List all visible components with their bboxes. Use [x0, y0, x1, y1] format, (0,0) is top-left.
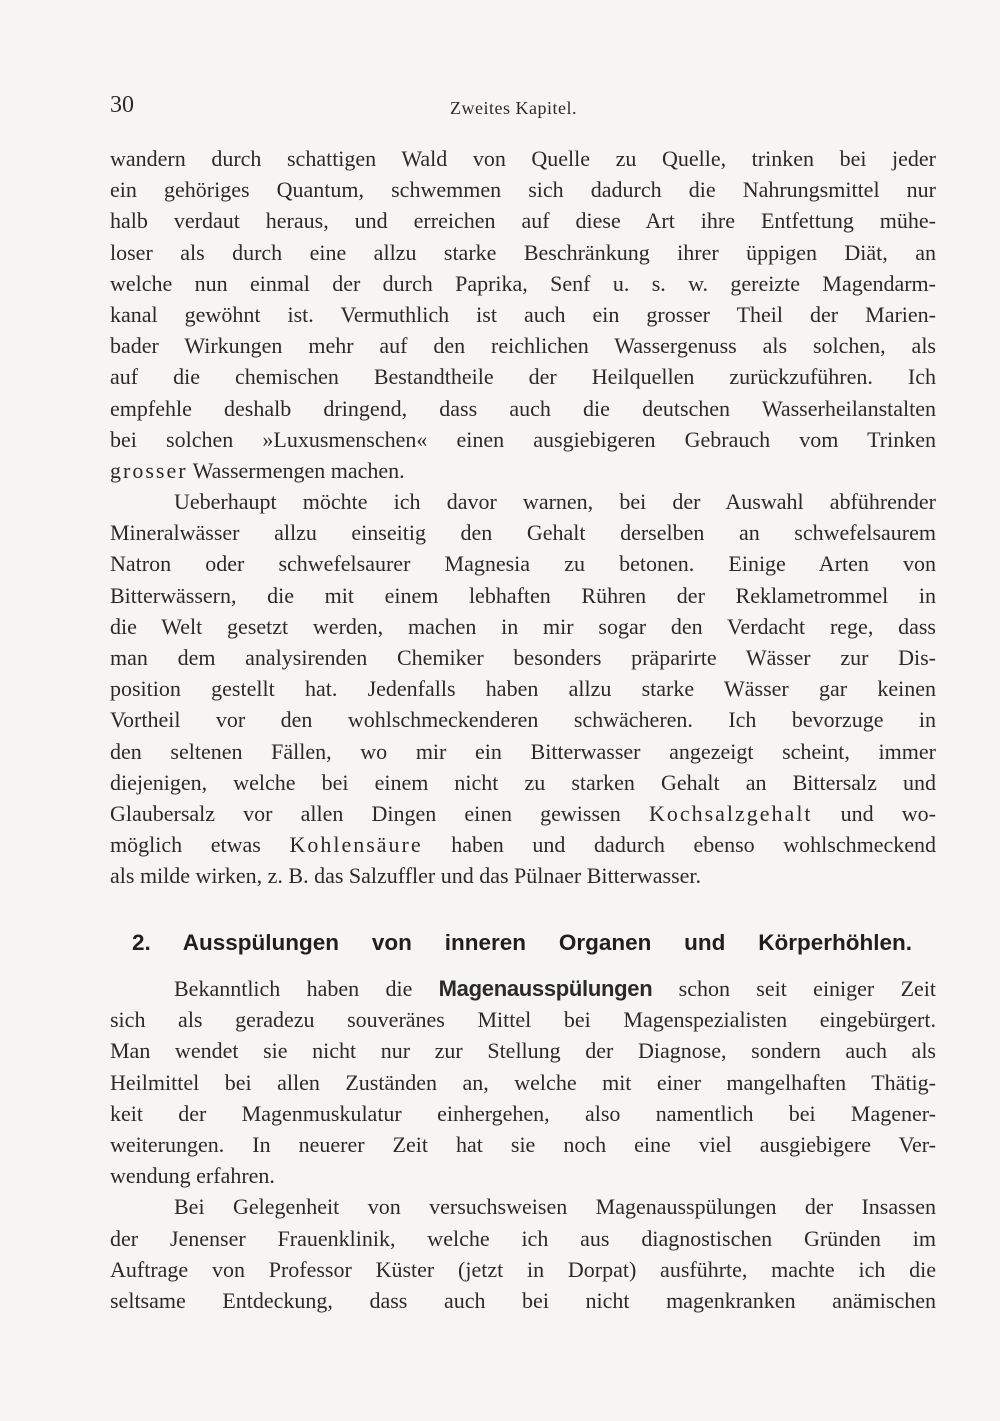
body-text-top	[110, 143, 936, 892]
text-line: auf die chemischen Bestandtheile der Heilquellen zurückzuführen. Ich	[110, 364, 936, 390]
text-line	[110, 798, 936, 829]
text-line: Heilmittel bei allen Zuständen an, welche mit einer mangelhaften Thätig-	[110, 1069, 936, 1095]
text-line: Man wendet sie nicht nur zur Stellung der Diagnose, sondern auch als	[110, 1038, 936, 1064]
paragraph-1	[110, 143, 936, 486]
text-line: sich als geradezu souveränes Mittel bei Magenspezialisten eingebürgert.	[110, 1007, 936, 1033]
text-line: bei solchen »Luxusmenschen« einen ausgiebigeren Gebrauch vom Trinken	[110, 426, 936, 452]
text-line: weiterungen. In neuerer Zeit hat sie noch eine viel ausgiebigere Ver-	[110, 1131, 936, 1157]
text-fragment: möglich etwas	[110, 832, 290, 858]
text-line: die Welt gesetzt werden, machen in mir sogar den Verdacht rege, dass	[110, 613, 936, 639]
text-line: wendung erfahren.	[110, 1163, 275, 1189]
text-line	[110, 455, 936, 486]
paragraph-2	[110, 486, 936, 891]
text-fragment: haben und dadurch ebenso wohlschmeckend	[422, 832, 936, 858]
text-fragment: und wo-	[812, 800, 936, 826]
running-head: Zweites Kapitel.	[450, 98, 577, 118]
text-fragment: Wassermengen machen.	[187, 457, 405, 483]
text-line: kanal gewöhnt ist. Vermuthlich ist auch ein grosser Theil der Marien-	[110, 301, 936, 327]
text-fragment: schon seit einiger Zeit	[652, 976, 936, 1001]
text-line: den seltenen Fällen, wo mir ein Bitterwasser angezeigt scheint, immer	[110, 738, 936, 764]
text-line: Natron oder schwefelsaurer Magnesia zu betonen. Einige Arten von	[110, 551, 936, 577]
text-line	[110, 829, 936, 860]
page-header	[110, 92, 940, 126]
text-line: loser als durch eine allzu starke Beschränkung ihrer üppigen Diät, an	[110, 239, 936, 265]
text-line: der Jenenser Frauenklinik, welche ich aus diagnostischen Gründen im	[110, 1225, 936, 1251]
text-line: Vortheil vor den wohlschmeckenderen schwächeren. Ich bevorzuge in	[110, 707, 936, 733]
text-line: seltsame Entdeckung, dass auch bei nicht magenkranken anämischen	[110, 1287, 936, 1313]
text-line: wandern durch schattigen Wald von Quelle zu Quelle, trinken bei jeder	[110, 146, 936, 171]
text-line: ein gehöriges Quantum, schwemmen sich dadurch die Nahrungsmittel nur	[110, 177, 936, 203]
text-line: Auftrage von Professor Küster (jetzt in Dorpat) ausführte, machte ich die	[110, 1256, 936, 1282]
text-line: welche nun einmal der durch Paprika, Senf u. s. w. gereizte Magendarm-	[110, 270, 936, 296]
text-line: als milde wirken, z. B. das Salzuffler und das Pülnaer Bitterwasser.	[110, 863, 702, 889]
text-line: bader Wirkungen mehr auf den reichlichen Wassergenuss als solchen, als	[110, 333, 936, 359]
body-text-bottom	[110, 973, 936, 1316]
section-heading: 2. Ausspülungen von inneren Organen und Körperhöhlen.	[132, 930, 912, 955]
text-line: empfehle deshalb dringend, dass auch die deutschen Wasserheilanstalten	[110, 395, 936, 421]
bold-term: Magenausspülungen	[438, 976, 653, 1001]
text-line: halb verdaut heraus, und erreichen auf diese Art ihre Entfettung mühe-	[110, 208, 936, 234]
text-line: Ueberhaupt möchte ich davor warnen, bei der Auswahl abführender	[174, 489, 936, 515]
text-line: keit der Magenmuskulatur einhergehen, also namentlich bei Magener-	[110, 1100, 936, 1126]
text-line: diejenigen, welche bei einem nicht zu starken Gehalt an Bittersalz und	[110, 769, 936, 795]
text-line: position gestellt hat. Jedenfalls haben allzu starke Wässer gar keinen	[110, 676, 936, 702]
text-line	[110, 973, 936, 1004]
text-line: Bitterwässern, die mit einem lebhaften Rühren der Reklametrommel in	[110, 582, 936, 608]
paragraph-3	[110, 973, 936, 1191]
text-line: man dem analysirenden Chemiker besonders präparirte Wässer zur Dis-	[110, 645, 936, 670]
spaced-word: grosser	[110, 457, 188, 483]
page-number: 30	[110, 92, 134, 118]
text-line: Bei Gelegenheit von versuchsweisen Magenausspülungen der Insassen	[174, 1194, 936, 1220]
text-fragment: Glaubersalz vor allen Dingen einen gewissen	[110, 800, 649, 826]
text-line: Mineralwässer allzu einseitig den Gehalt derselben an schwefelsaurem	[110, 520, 936, 546]
text-fragment: Bekanntlich haben die	[174, 976, 439, 1001]
spaced-word: Kohlensäure	[289, 832, 423, 858]
paragraph-4	[110, 1191, 936, 1316]
spaced-word: Kochsalzgehalt	[648, 800, 813, 826]
